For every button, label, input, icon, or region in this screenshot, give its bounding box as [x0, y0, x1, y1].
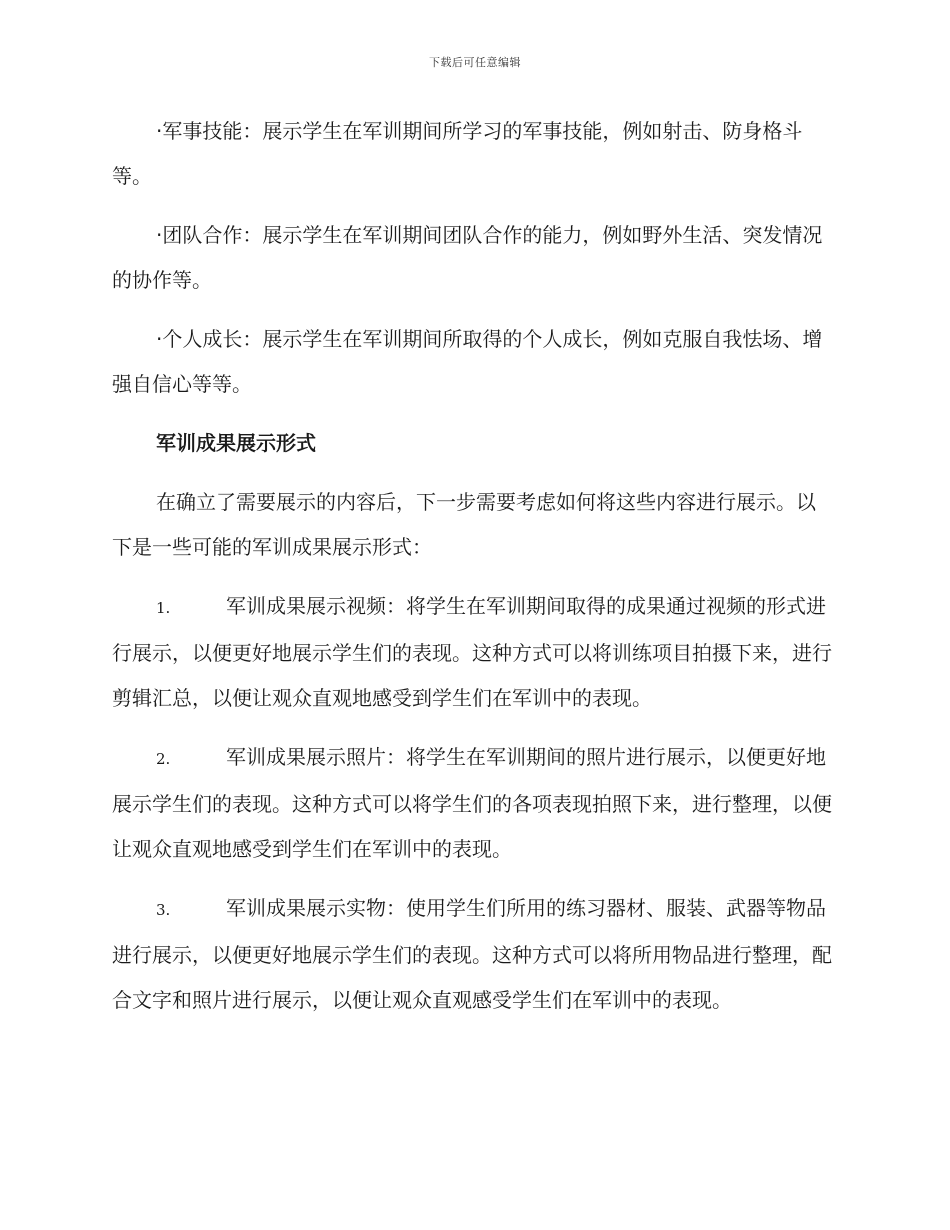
list-item-text: 军训成果展示实物：使用学生们所用的练习器材、服装、武器等物品进行展示，以便更好地展示学生们的表现。这种方式可以将所用物品进行整理，配合文字和照片进行展示，以便让观众直观感受学生们在军训中的表现。	[112, 896, 832, 1012]
section-heading: 军训成果展示形式	[156, 431, 316, 455]
intro-paragraph: 在确立了需要展示的内容后，下一步需要考虑如何将这些内容进行展示。以下是一些可能的军训成果展示形式：	[112, 490, 816, 559]
bullet-personal-growth: ·个人成长：展示学生在军训期间所取得的个人成长，例如克服自我怯场、增强自信心等等。	[112, 327, 823, 396]
document-body	[112, 109, 832, 1037]
bullet-teamwork: ·团队合作：展示学生在军训期间团队合作的能力，例如野外生活、突发情况的协作等。	[112, 223, 823, 292]
list-item-number: 2.	[156, 750, 171, 768]
list-item-text: 军训成果展示视频：将学生在军训期间取得的成果通过视频的形式进行展示，以便更好地展示学生们的表现。这种方式可以将训练项目拍摄下来，进行剪辑汇总，以便让观众直观地感受到学生们在军训中的表现。	[112, 594, 832, 710]
list-item-photo	[112, 735, 832, 872]
bullet-military-skills: ·军事技能：展示学生在军训期间所学习的军事技能，例如射击、防身格斗等。	[112, 119, 803, 188]
list-item-physical	[112, 886, 832, 1023]
list-item-text: 军训成果展示照片：将学生在军训期间的照片进行展示，以便更好地展示学生们的表现。这种方式可以将学生们的各项表现拍照下来，进行整理，以便让观众直观地感受到学生们在军训中的表现。	[112, 745, 832, 861]
list-item-number: 1.	[156, 599, 171, 617]
list-item-number: 3.	[156, 901, 171, 919]
list-item-video	[112, 584, 832, 721]
page-header: 下载后可任意编辑	[429, 56, 521, 69]
